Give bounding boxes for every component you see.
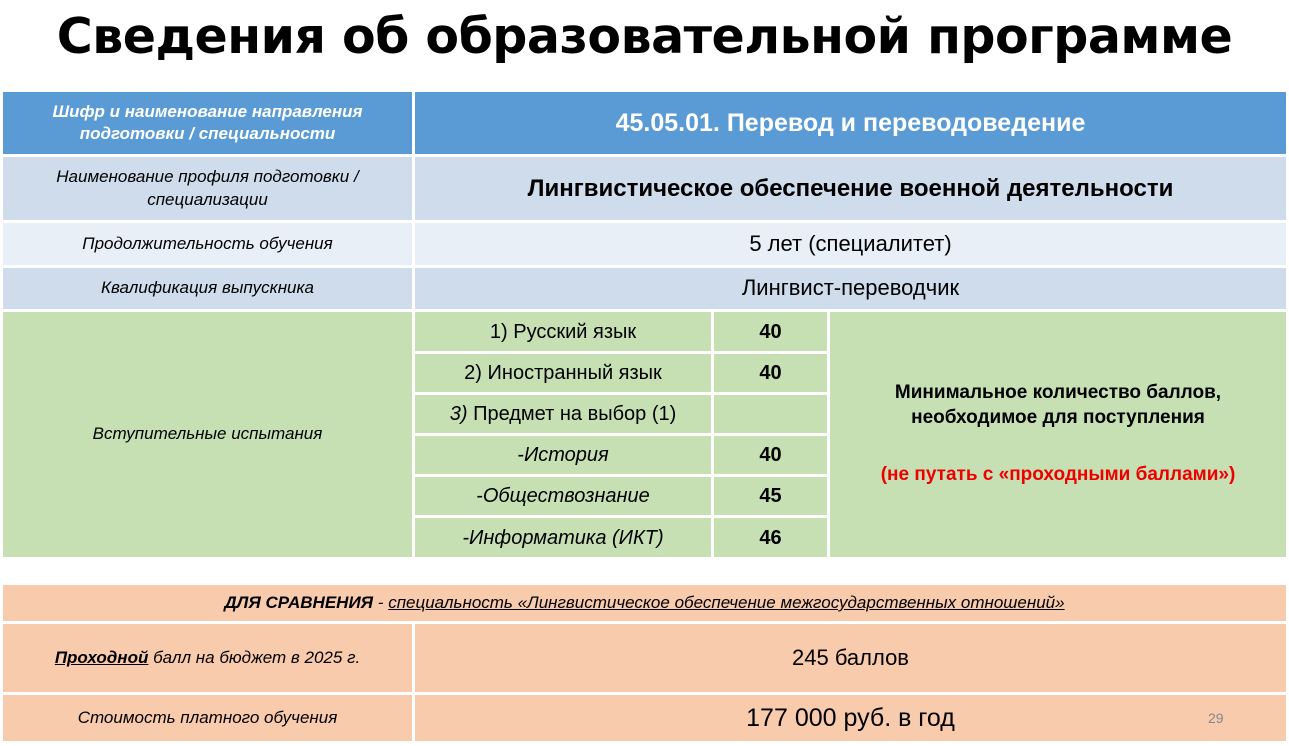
exam-name bbox=[415, 395, 711, 433]
duration-value: 5 лет (специалитет) bbox=[415, 223, 1286, 265]
profile-value: Лингвистическое обеспечение военной деятельности bbox=[415, 157, 1286, 220]
exam-score: 40 bbox=[714, 312, 827, 351]
comparison-header bbox=[3, 585, 1286, 621]
page-title: Сведения об образовательной программе bbox=[56, 8, 1233, 65]
exam-subject: Обществознание bbox=[482, 485, 650, 507]
duration-label: Продолжительность обучения bbox=[3, 223, 412, 265]
exam-name bbox=[415, 518, 711, 557]
qualification-value: Лингвист-переводчик bbox=[415, 268, 1286, 309]
comparison-header-dash: - bbox=[373, 592, 389, 612]
passing-word: Проходной bbox=[54, 647, 149, 667]
exam-name bbox=[415, 312, 711, 351]
exam-subject: История bbox=[523, 444, 609, 466]
qualification-label: Квалификация выпускника bbox=[3, 268, 412, 309]
exam-prefix: 1) bbox=[489, 320, 508, 343]
comparison-header-bold: ДЛЯ СРАВНЕНИЯ bbox=[224, 592, 374, 612]
exam-name bbox=[415, 477, 711, 515]
exam-name bbox=[415, 354, 711, 392]
cost-value: 177 000 руб. в год bbox=[415, 695, 1286, 741]
exam-score: 45 bbox=[714, 477, 827, 515]
profile-label: Наименование профиля подготовки / специализации bbox=[3, 157, 412, 220]
exam-score bbox=[714, 395, 827, 433]
note-line-2: необходимое для поступления bbox=[911, 407, 1205, 429]
cost-label: Стоимость платного обучения bbox=[3, 695, 412, 741]
note-warning: (не путать с «проходными баллами») bbox=[880, 463, 1236, 485]
exam-prefix: - bbox=[517, 444, 524, 466]
exam-subject: Предмет на выбор (1) bbox=[473, 403, 677, 425]
exam-prefix: - bbox=[476, 485, 483, 507]
exam-score: 40 bbox=[714, 436, 827, 474]
exam-score: 40 bbox=[714, 354, 827, 392]
exam-prefix: - bbox=[462, 526, 470, 549]
page-number: 29 bbox=[1208, 710, 1224, 726]
passing-score-label bbox=[3, 624, 412, 692]
comparison-header-specialty: специальность «Лингвистическое обеспечение межгосударственных отношений» bbox=[388, 592, 1065, 612]
exams-label: Вступительные испытания bbox=[3, 312, 412, 557]
note-line-1: Минимальное количество баллов, bbox=[894, 382, 1222, 404]
exam-name bbox=[415, 436, 711, 474]
program-code-value: 45.05.01. Перевод и переводоведение bbox=[415, 92, 1286, 154]
passing-rest: балл на бюджет в 2025 г. bbox=[148, 647, 361, 667]
exam-prefix: 2) bbox=[464, 362, 482, 384]
exam-subject: Информатика (ИКТ) bbox=[469, 526, 664, 549]
min-score-note bbox=[830, 312, 1286, 557]
program-code-label: Шифр и наименование направления подготовки / специальности bbox=[3, 92, 412, 154]
exam-subject: Русский язык bbox=[513, 320, 637, 343]
passing-score-value: 245 баллов bbox=[415, 624, 1286, 692]
exam-score: 46 bbox=[714, 518, 827, 557]
exam-subject: Иностранный язык bbox=[487, 362, 662, 384]
exam-prefix: 3) bbox=[449, 403, 468, 425]
